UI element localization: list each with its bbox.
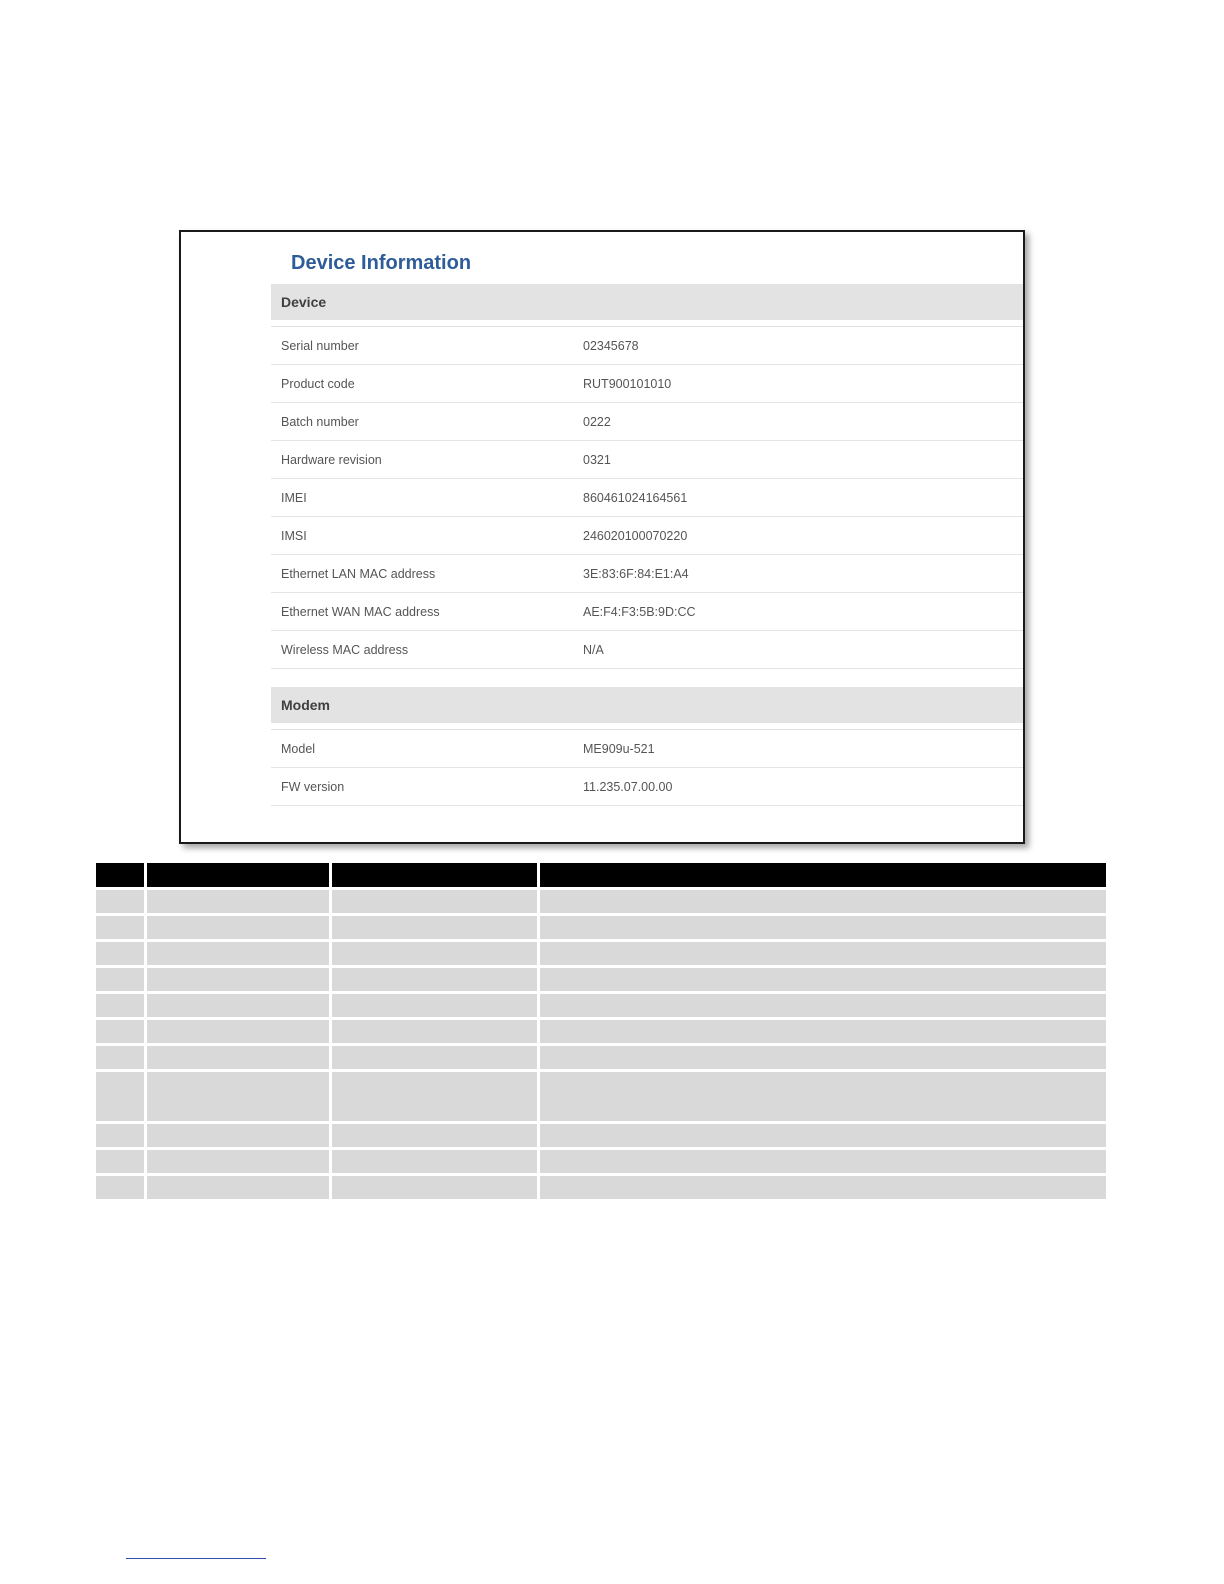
table-row — [96, 941, 1106, 967]
section-header-device: Device — [271, 284, 1023, 320]
info-row-wireless-mac — [271, 631, 1023, 669]
footnote-rule — [126, 1558, 266, 1559]
section-spacer — [271, 669, 1023, 687]
section-divider — [271, 320, 1023, 327]
info-row-hardware-revision — [271, 441, 1023, 479]
device-information-screenshot — [179, 230, 1025, 844]
info-row-batch-number — [271, 403, 1023, 441]
row-label: Serial number — [281, 338, 359, 353]
row-value: 11.235.07.00.00 — [583, 779, 673, 794]
table-header-cell — [538, 863, 1106, 889]
row-value: 3E:83:6F:84:E1:A4 — [583, 566, 689, 581]
row-label: IMSI — [281, 528, 307, 543]
row-value: RUT900101010 — [583, 376, 672, 391]
section-divider — [271, 723, 1023, 730]
row-label: Batch number — [281, 414, 359, 429]
info-row-product-code — [271, 365, 1023, 403]
row-value: 0222 — [583, 414, 611, 429]
row-value: N/A — [583, 642, 604, 657]
row-label: Model — [281, 741, 316, 756]
table-header-row — [96, 863, 1106, 889]
info-row-serial-number — [271, 327, 1023, 365]
table-row — [96, 967, 1106, 993]
info-row-wan-mac — [271, 593, 1023, 631]
row-value: AE:F4:F3:5B:9D:CC — [583, 604, 696, 619]
row-label: IMEI — [281, 490, 307, 505]
table-row — [96, 1071, 1106, 1123]
table-row — [96, 1149, 1106, 1175]
row-value: 860461024164561 — [583, 490, 688, 505]
row-value: 246020100070220 — [583, 528, 688, 543]
row-label: Wireless MAC address — [281, 642, 409, 657]
info-row-imei — [271, 479, 1023, 517]
row-label: Ethernet LAN MAC address — [281, 566, 436, 581]
table-row — [96, 1123, 1106, 1149]
row-label: Product code — [281, 376, 355, 391]
table-row — [96, 915, 1106, 941]
info-row-imsi — [271, 517, 1023, 555]
table-row — [96, 1045, 1106, 1071]
table-header-cell — [145, 863, 330, 889]
table-row — [96, 1019, 1106, 1045]
info-row-model — [271, 730, 1023, 768]
device-information-panel — [271, 232, 1023, 806]
table-header-cell — [330, 863, 538, 889]
page-title: Device Information — [291, 252, 472, 274]
info-row-fw-version — [271, 768, 1023, 806]
parameter-table — [96, 863, 1106, 1199]
row-label: Ethernet WAN MAC address — [281, 604, 440, 619]
row-value: 02345678 — [583, 338, 639, 353]
table-row — [96, 889, 1106, 915]
info-row-lan-mac — [271, 555, 1023, 593]
row-value: ME909u-521 — [583, 741, 655, 756]
table-header-cell — [96, 863, 145, 889]
row-value: 0321 — [583, 452, 611, 467]
table-row — [96, 1175, 1106, 1200]
row-label: Hardware revision — [281, 452, 382, 467]
section-header-modem: Modem — [271, 687, 1023, 723]
row-label: FW version — [281, 779, 345, 794]
table-row — [96, 993, 1106, 1019]
